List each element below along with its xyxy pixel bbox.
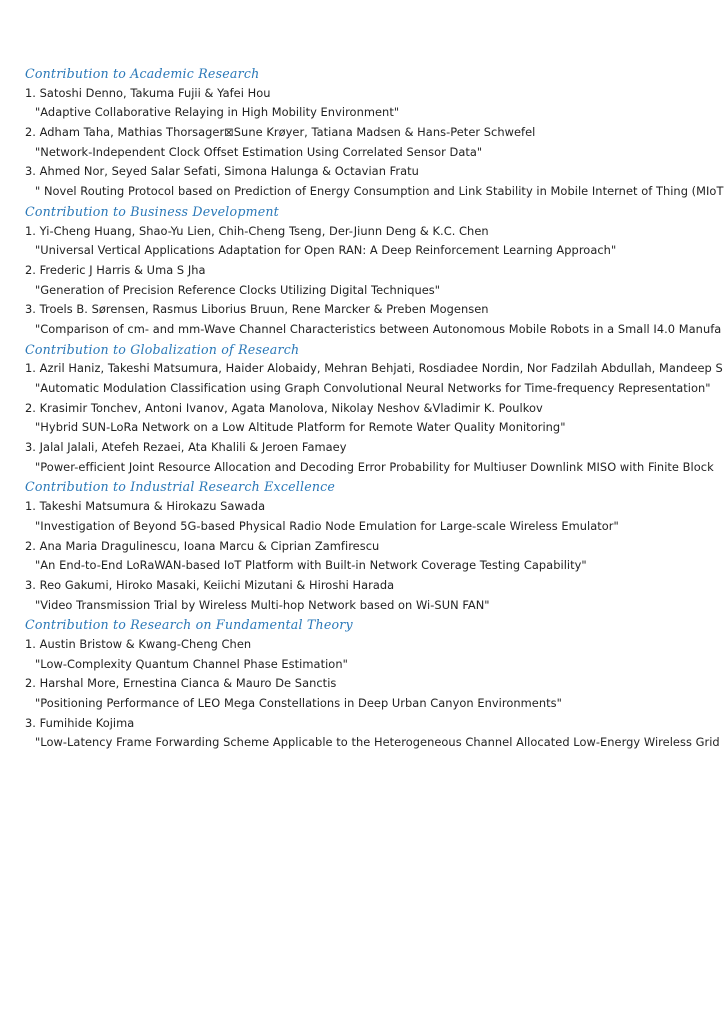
entry-title: " Novel Routing Protocol based on Prediction of Energy Consumption and Link Stability in Mobile Internet of Thing (MIoT [35, 184, 724, 199]
entry-authors: 3. Reo Gakumi, Hiroko Masaki, Keiichi Mizutani & Hiroshi Harada [25, 577, 395, 592]
entry-authors: 2. Adham Taha, Mathias Thorsager⊠Sune Krøyer, Tatiana Madsen & Hans-Peter Schwefel [25, 125, 536, 140]
entry-title: "Universal Vertical Applications Adaptation for Open RAN: A Deep Reinforcement Learning Approach" [35, 243, 617, 258]
entry-authors: 1. Austin Bristow & Kwang-Cheng Chen [25, 636, 252, 651]
entry-authors: 2. Ana Maria Dragulinescu, Ioana Marcu & Ciprian Zamfirescu [25, 538, 380, 553]
section-heading: Contribution to Industrial Research Excellence [25, 479, 336, 495]
entry-title: "Investigation of Beyond 5G-based Physical Radio Node Emulation for Large-scale Wireless Emulator" [35, 518, 619, 533]
entry-authors: 1. Takeshi Matsumura & Hirokazu Sawada [25, 499, 266, 514]
entry-authors: 1. Yi-Cheng Huang, Shao-Yu Lien, Chih-Cheng Tseng, Der-Jiunn Deng & K.C. Chen [25, 223, 489, 238]
entry-authors: 1. Satoshi Denno, Takuma Fujii & Yafei Hou [25, 85, 271, 100]
section-heading: Contribution to Academic Research [25, 66, 260, 81]
entry-authors: 2. Harshal More, Ernestina Cianca & Mauro De Sanctis [25, 676, 337, 691]
entry-title: "Network-Independent Clock Offset Estimation Using Correlated Sensor Data" [35, 144, 483, 159]
entry-authors: 2. Krasimir Tonchev, Antoni Ivanov, Agata Manolova, Nikolay Neshov &Vladimir K. Poulkov [25, 400, 543, 415]
entry-title: "Low-Complexity Quantum Channel Phase Estimation" [35, 656, 348, 671]
entry-title: "Automatic Modulation Classification using Graph Convolutional Neural Networks for Time-frequency Representation" [35, 381, 711, 395]
entry-title: "Hybrid SUN-LoRa Network on a Low Altitude Platform for Remote Water Quality Monitoring" [35, 420, 566, 435]
entry-title: "Video Transmission Trial by Wireless Multi-hop Network based on Wi-SUN FAN" [35, 597, 490, 612]
entry-title: "Adaptive Collaborative Relaying in High Mobility Environment" [35, 105, 400, 120]
entry-title: "Comparison of cm- and mm-Wave Channel Characteristics between Autonomous Mobile Robots in a Small I4.0 Manufa [35, 321, 722, 336]
awards-list [25, 64, 724, 753]
entry-authors: 2. Frederic J Harris & Uma S Jha [25, 262, 206, 277]
section-heading: Contribution to Business Development [25, 203, 279, 219]
entry-authors: 3. Fumihide Kojima [25, 715, 135, 730]
entry-authors: 3. Jalal Jalali, Atefeh Rezaei, Ata Khalili & Jeroen Famaey [25, 440, 347, 455]
entry-authors: 3. Troels B. Sørensen, Rasmus Liborius Bruun, Rene Marcker & Preben Mogensen [25, 302, 489, 317]
entry-authors: 3. Ahmed Nor, Seyed Salar Sefati, Simona Halunga & Octavian Fratu [25, 164, 419, 179]
entry-title: "Positioning Performance of LEO Mega Constellations in Deep Urban Canyon Environments" [35, 696, 562, 710]
section-heading: Contribution to Research on Fundamental Theory [25, 617, 353, 633]
entry-authors: 1. Azril Haniz, Takeshi Matsumura, Haider Alobaidy, Mehran Behjati, Rosdiadee Nordin, Nor Fadzilah Abdullah, Mandeep S [25, 361, 723, 376]
entry-title: "Power-efficient Joint Resource Allocation and Decoding Error Probability for Multiuser Downlink MISO with Finite Block [35, 459, 714, 474]
entry-title: "Generation of Precision Reference Clocks Utilizing Digital Techniques" [35, 282, 441, 297]
section-heading: Contribution to Globalization of Research [25, 341, 300, 357]
entry-title: "An End-to-End LoRaWAN-based IoT Platform with Built-in Network Coverage Testing Capability" [35, 558, 587, 573]
entry-title: "Low-Latency Frame Forwarding Scheme Applicable to the Heterogeneous Channel Allocated Low-Energy Wireless Grid [35, 735, 720, 750]
